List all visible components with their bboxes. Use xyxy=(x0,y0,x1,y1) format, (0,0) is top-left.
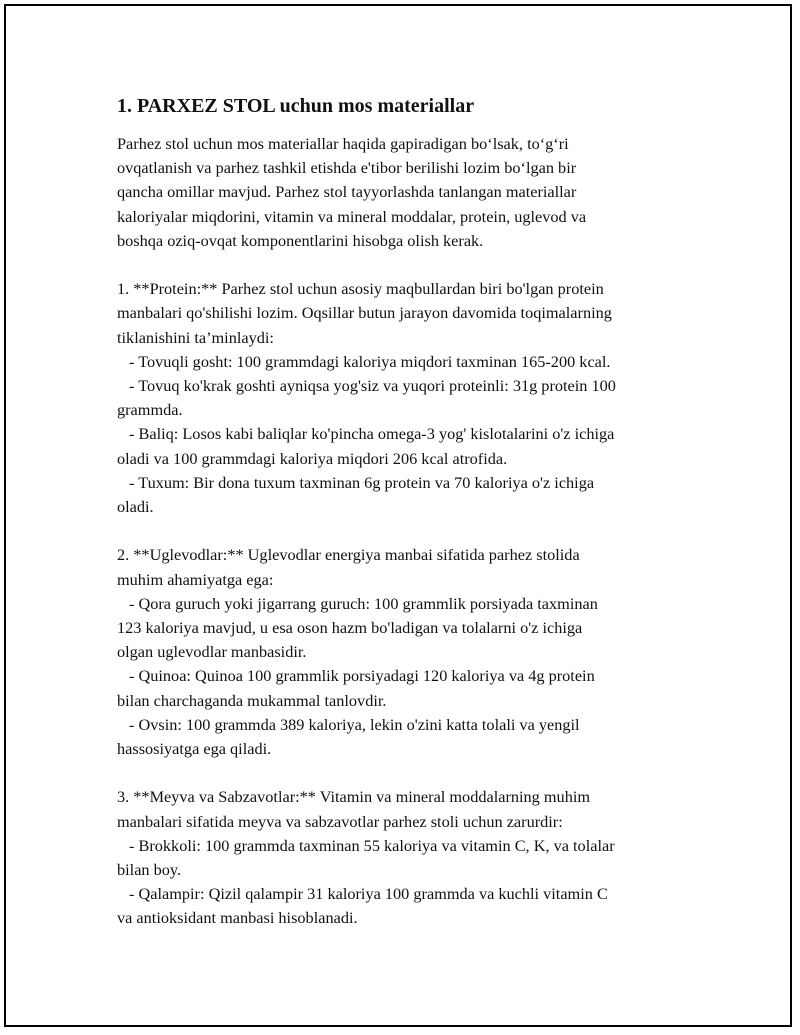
list-item-line: - Brokkoli: 100 grammda taxminan 55 kaloriya va vitamin C, K, va tolalar xyxy=(129,835,615,855)
intro-line: boshqa oziq-ovqat komponentlarini hisobga olish kerak. xyxy=(117,230,484,250)
section-line: bilan boy. xyxy=(117,860,182,880)
intro-line: qancha omillar mavjud. Parhez stol tayyorlashda tanlangan materiallar xyxy=(117,182,577,202)
document-body xyxy=(117,93,697,931)
paragraph-gap xyxy=(117,519,697,543)
list-item-line: - Tuxum: Bir dona tuxum taxminan 6g protein va 70 kaloriya o'z ichiga xyxy=(129,472,595,492)
section-line: muhim ahamiyatga ega: xyxy=(117,569,274,589)
intro-line: kaloriyalar miqdorini, vitamin va mineral moddalar, protein, uglevod va xyxy=(117,206,587,226)
section-fruits-vegetables xyxy=(117,785,697,930)
section-line: olgan uglevodlar manbasidir. xyxy=(117,642,307,662)
intro-paragraph xyxy=(117,132,697,253)
list-item-line: - Qalampir: Qizil qalampir 31 kaloriya 100 grammda va kuchli vitamin C xyxy=(129,884,608,904)
section-line: 1. **Protein:** Parhez stol uchun asosiy maqbullardan biri bo'lgan protein xyxy=(117,279,604,299)
section-protein xyxy=(117,277,697,519)
section-line: manbalari qo'shilishi lozim. Oqsillar butun jarayon davomida toqimalarning xyxy=(117,303,612,323)
section-line: hassosiyatga ega qiladi. xyxy=(117,739,272,759)
list-item-line: - Qora guruch yoki jigarrang guruch: 100 grammlik porsiyada taxminan xyxy=(129,593,598,613)
section-line: tiklanishini ta’minlaydi: xyxy=(117,327,274,347)
paragraph-gap xyxy=(117,253,697,277)
paragraph-gap xyxy=(117,761,697,785)
section-line: bilan charchaganda mukammal tanlovdir. xyxy=(117,690,387,710)
section-line: grammda. xyxy=(117,400,183,420)
section-line: oladi. xyxy=(117,497,154,517)
section-carbs xyxy=(117,543,697,761)
section-line: 3. **Meyva va Sabzavotlar:** Vitamin va mineral moddalarning muhim xyxy=(117,787,591,807)
section-line: 123 kaloriya mavjud, u esa oson hazm bo'ladigan va tolalarni o'z ichiga xyxy=(117,618,583,638)
section-line: va antioksidant manbasi hisoblanadi. xyxy=(117,908,358,928)
list-item-line: - Tovuq ko'krak goshti ayniqsa yog'siz va yuqori proteinli: 31g protein 100 xyxy=(129,376,616,396)
list-item-line: - Quinoa: Quinoa 100 grammlik porsiyadagi 120 kaloriya va 4g protein xyxy=(129,666,595,686)
document-title: 1. PARXEZ STOL uchun mos materiallar xyxy=(117,95,475,117)
intro-line: ovqatlanish va parhez tashkil etishda e'tibor berilishi lozim bo‘lgan bir xyxy=(117,158,577,178)
list-item-line: - Ovsin: 100 grammda 389 kaloriya, lekin o'zini katta tolali va yengil xyxy=(129,714,580,734)
section-line: oladi va 100 grammdagi kaloriya miqdori 206 kcal atrofida. xyxy=(117,448,508,468)
section-line: 2. **Uglevodlar:** Uglevodlar energiya manbai sifatida parhez stolida xyxy=(117,545,580,565)
list-item-line: - Baliq: Losos kabi baliqlar ko'pincha omega-3 yog' kislotalarini o'z ichiga xyxy=(129,424,615,444)
section-line: manbalari sifatida meyva va sabzavotlar parhez stoli uchun zarurdir: xyxy=(117,811,563,831)
list-item-line: - Tovuqli gosht: 100 grammdagi kaloriya miqdori taxminan 165-200 kcal. xyxy=(129,351,611,371)
intro-line: Parhez stol uchun mos materiallar haqida gapiradigan bo‘lsak, to‘g‘ri xyxy=(117,134,569,153)
